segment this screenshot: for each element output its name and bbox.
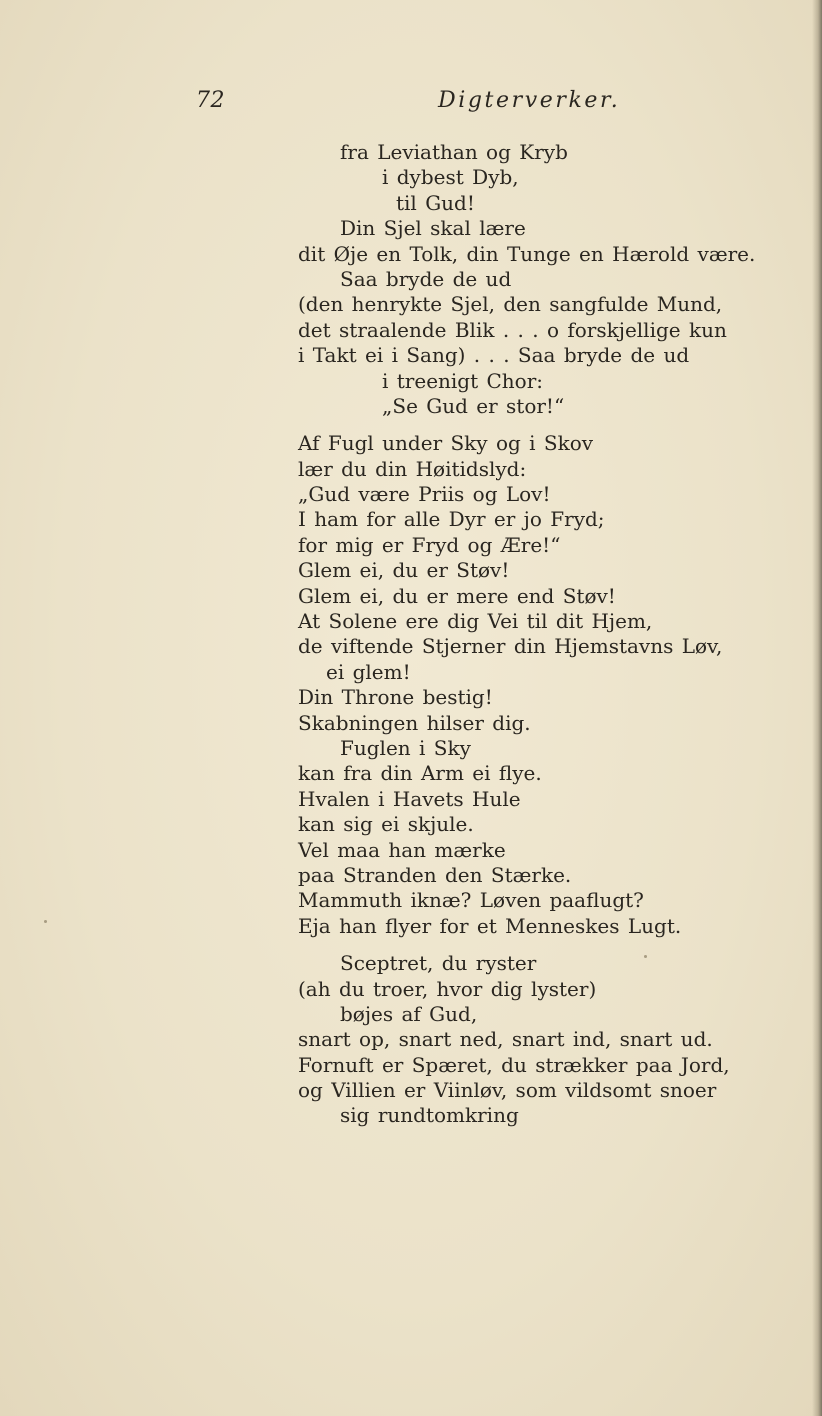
poem-line: bøjes af Gud,	[340, 1001, 478, 1026]
running-title: Digterverker.	[438, 88, 621, 113]
poem-line: Sceptret, du ryster	[340, 951, 537, 976]
poem-line: Glem ei, du er Støv!	[298, 558, 510, 583]
stanza	[298, 431, 818, 939]
poem-line: i Takt ei i Sang) . . . Saa bryde de ud	[298, 343, 690, 368]
poem-line: Skabningen hilser dig.	[298, 710, 531, 735]
poem-line: At Solene ere dig Vei til dit Hjem,	[298, 609, 653, 634]
poem-line: (ah du troer, hvor dig lyster)	[298, 976, 597, 1001]
poem-line: fra Leviathan og Kryb	[340, 140, 568, 164]
poem-line: Vel maa han mærke	[298, 837, 506, 862]
poem-line: Eja han flyer for et Menneskes Lugt.	[298, 913, 682, 938]
poem-line: og Villien er Viinløv, som vildsomt snoer	[298, 1078, 717, 1103]
poem-line: Hvalen i Havets Hule	[298, 786, 521, 811]
poem-line: de viftende Stjerner din Hjemstavns Løv,	[298, 634, 723, 659]
poem-line: snart op, snart ned, snart ind, snart ud.	[298, 1027, 713, 1052]
stanza-gap	[298, 939, 818, 951]
poem-line: Glem ei, du er mere end Støv!	[298, 583, 616, 608]
poem-line: kan fra din Arm ei flye.	[298, 761, 542, 786]
poem-line: i dybest Dyb,	[382, 165, 519, 190]
paper-speck	[644, 955, 647, 958]
poem-line: „Se Gud er stor!“	[382, 393, 565, 418]
poem-line: for mig er Fryd og Ære!“	[298, 532, 561, 557]
poem-line: i treenigt Chor:	[382, 368, 544, 393]
poem-line: ei glem!	[326, 659, 411, 684]
poem-line: paa Stranden den Stærke.	[298, 862, 572, 887]
stanza	[298, 140, 818, 419]
poem-line: Mammuth iknæ? Løven paaflugt?	[298, 888, 644, 913]
poem-line: Din Throne bestig!	[298, 685, 493, 710]
poem-line: Din Sjel skal lære	[340, 216, 526, 241]
poem-line: Saa bryde de ud	[340, 266, 512, 291]
poem-line: til Gud!	[396, 190, 475, 215]
poem-line: kan sig ei skjule.	[298, 812, 474, 837]
stanza	[298, 951, 818, 1129]
poem-line: (den henrykte Sjel, den sangfulde Mund,	[298, 292, 723, 317]
poem-line: Fuglen i Sky	[340, 735, 471, 760]
poem-text	[298, 140, 818, 1129]
poem-line: sig rundtomkring	[340, 1103, 519, 1128]
page-number: 72	[196, 88, 225, 113]
poem-line: Fornuft er Spæret, du strækker paa Jord,	[298, 1052, 730, 1077]
stanza-gap	[298, 419, 818, 431]
poem-line: Af Fugl under Sky og i Skov	[298, 431, 594, 456]
paper-speck	[44, 920, 47, 923]
poem-line: lær du din Høitidslyd:	[298, 456, 527, 481]
poem-line: det straalende Blik . . . o forskjellige kun	[298, 317, 727, 342]
poem-line: dit Øje en Tolk, din Tunge en Hærold være.	[298, 241, 756, 266]
poem-line: „Gud være Priis og Lov!	[298, 482, 551, 507]
poem-line: I ham for alle Dyr er jo Fryd;	[298, 507, 605, 532]
